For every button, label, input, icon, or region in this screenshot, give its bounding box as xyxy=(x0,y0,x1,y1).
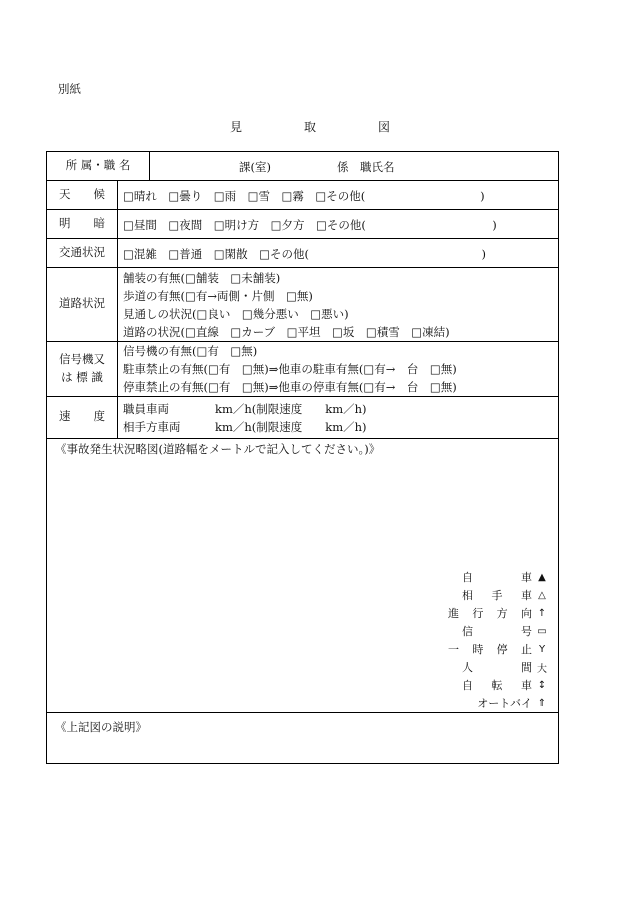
affiliation-label: 所 属・職 名 xyxy=(65,158,131,173)
attachment-label: 別紙 xyxy=(58,82,81,96)
legend-char: 車 xyxy=(521,571,532,584)
legend-char: 自 xyxy=(462,679,473,692)
legend-char: 時 xyxy=(472,643,484,656)
document-title xyxy=(230,118,390,135)
legend-char: 行 xyxy=(472,607,484,620)
signal-label-line: は 標 識 xyxy=(61,369,103,384)
road-visibility-line[interactable]: 見通しの状況(□良い □幾分悪い □悪い) xyxy=(123,307,349,321)
legend-char: 車 xyxy=(521,679,532,692)
title-char: 見 xyxy=(230,120,243,134)
other-car-icon: △ xyxy=(538,589,546,601)
light-label: 明 暗 xyxy=(59,215,105,230)
stop-sign-icon: Y xyxy=(538,643,546,655)
speed-label: 速 度 xyxy=(59,409,105,424)
signal-icon: ▭ xyxy=(537,625,547,637)
person-icon: 大 xyxy=(537,663,547,675)
legend-char: 停 xyxy=(496,643,508,656)
legend-row xyxy=(448,658,548,676)
motorcycle-icon: ⇑ xyxy=(537,697,547,709)
signal-presence-line[interactable]: 信号機の有無(□有 □無) xyxy=(123,344,258,358)
road-sidewalk-line[interactable]: 歩道の有無(□有→両側・片側 □無) xyxy=(123,289,313,303)
road-label: 道路状況 xyxy=(59,296,105,311)
legend-char: 一 xyxy=(448,643,459,656)
legend-char: 自 xyxy=(462,571,473,584)
legend-row xyxy=(448,604,548,622)
legend-row xyxy=(448,586,548,604)
own-vehicle-speed[interactable]: 職員車両 km／h(制限速度 km／h) xyxy=(123,402,367,416)
legend-char: オートバイ xyxy=(477,697,532,710)
staff-name-field[interactable]: 係 職氏名 xyxy=(337,160,395,174)
no-stopping-line[interactable]: 停車禁止の有無(□有 □無)⇒他車の停車有無(□有→ 台 □無) xyxy=(123,380,457,394)
title-char: 図 xyxy=(377,120,390,134)
legend-char: 方 xyxy=(496,607,508,620)
section-field[interactable]: 課(室) xyxy=(239,160,271,174)
legend-char: 信 xyxy=(462,625,473,638)
legend-char: 向 xyxy=(520,607,532,620)
traffic-options[interactable]: □混雑 □普通 □閑散 □その他( ) xyxy=(123,247,486,261)
road-paving-line[interactable]: 舗装の有無(□舗装 □未舗装) xyxy=(123,271,281,285)
weather-options[interactable]: □晴れ □曇り □雨 □雪 □霧 □その他( ) xyxy=(123,189,485,203)
legend-char: 止 xyxy=(520,643,532,656)
other-vehicle-speed[interactable]: 相手方車両 km／h(制限速度 km／h) xyxy=(123,420,367,434)
title-char: 取 xyxy=(303,120,316,134)
explanation-title: 《上記図の説明》 xyxy=(55,720,147,734)
legend-row xyxy=(448,622,548,640)
sketch-title: 《事故発生状況略図(道路幅をメートルで記入してください。)》 xyxy=(55,442,381,456)
signal-label xyxy=(47,341,117,396)
form-table xyxy=(46,151,559,764)
legend-char: 号 xyxy=(521,625,532,638)
legend-char: 転 xyxy=(491,679,503,692)
weather-label: 天 候 xyxy=(59,186,105,201)
legend-row xyxy=(448,694,548,712)
sketch-area[interactable] xyxy=(47,457,447,707)
legend-char: 間 xyxy=(521,661,532,674)
light-options[interactable]: □昼間 □夜間 □明け方 □夕方 □その他( ) xyxy=(123,218,497,232)
road-condition-line[interactable]: 道路の状況(□直線 □カーブ □平坦 □坂 □積雪 □凍結) xyxy=(123,325,450,339)
legend-char: 車 xyxy=(521,589,532,602)
bicycle-icon: ↕ xyxy=(537,679,547,691)
traffic-label: 交通状況 xyxy=(59,244,105,259)
signal-label-line: 信号機又 xyxy=(59,351,105,366)
own-car-icon: ▲ xyxy=(538,571,546,583)
direction-arrow-icon: ↑ xyxy=(537,607,547,619)
legend-row xyxy=(448,640,548,658)
no-parking-line[interactable]: 駐車禁止の有無(□有 □無)⇒他車の駐車有無(□有→ 台 □無) xyxy=(123,362,457,376)
legend-row xyxy=(448,568,548,586)
legend-char: 相 xyxy=(462,589,473,602)
legend-row xyxy=(448,676,548,694)
legend-char: 進 xyxy=(448,607,459,620)
symbol-legend xyxy=(448,568,548,712)
legend-char: 人 xyxy=(462,661,473,674)
explanation-area[interactable] xyxy=(47,736,558,762)
legend-char: 手 xyxy=(491,589,503,602)
